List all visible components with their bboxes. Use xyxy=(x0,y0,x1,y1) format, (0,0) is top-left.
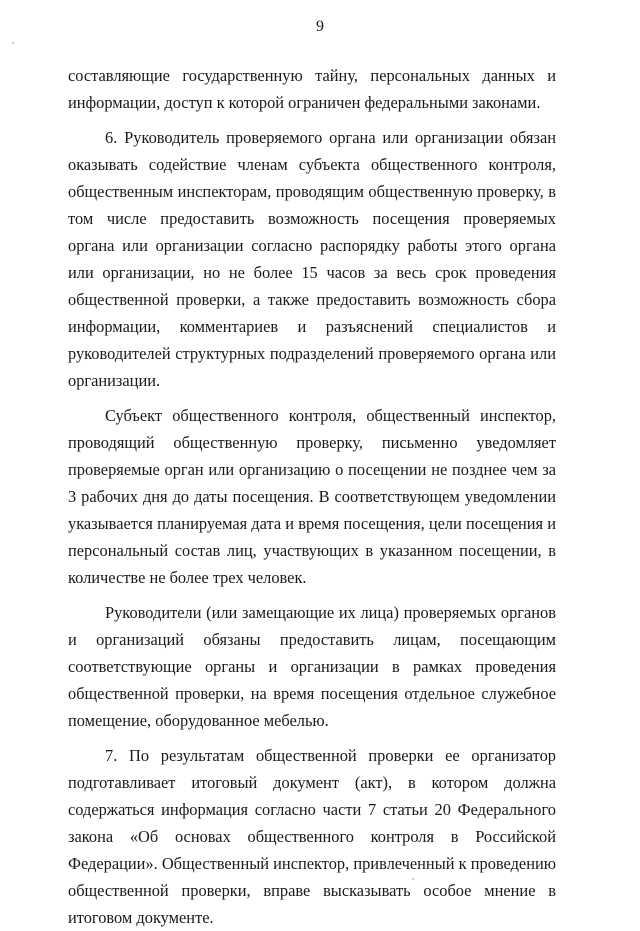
scan-speck xyxy=(412,878,414,880)
paragraph-notification: Субъект общественного контроля, общественный инспектор, проводящий общественную проверку, письменно уведомляет проверяемые орган или организацию о посещении не позднее чем за 3 рабочих дня до даты посещения. В соответствующем уведомлении указывается планируемая дата и время посещения, цели посещения и персональный состав лиц, участвующих в указанном посещении, в количестве не более трех человек. xyxy=(68,406,556,587)
paragraph-item-7: 7. По результатам общественной проверки ее организатор подготавливает итоговый документ (акт), в котором должна содержаться информация согласно части 7 статьи 20 Федерального закона «Об основах общественного контроля в Российской Федерации». Общественный инспектор, привлеченный к проведению общественной проверки, вправе высказывать особое мнение в итоговом документе. xyxy=(68,746,556,927)
paragraph-continuation: составляющие государственную тайну, персональных данных и информации, доступ к которой ограничен федеральными законами. xyxy=(68,66,556,112)
document-body xyxy=(68,62,556,931)
paragraph-item-6: 6. Руководитель проверяемого органа или организации обязан оказывать содействие членам субъекта общественного контроля, общественным инспекторам, проводящим общественную проверку, в том числе предоставить возможность посещения проверяемых органа или организации согласно распорядку работы этого органа или организации, но не более 15 часов за весь срок проведения общественной проверки, а также предоставить возможность сбора информации, комментариев и разъяснений специалистов и руководителей структурных подразделений проверяемого органа или организации. xyxy=(68,128,556,390)
scan-speck xyxy=(12,42,14,44)
page-number: 9 xyxy=(316,18,324,35)
paragraph-premises: Руководители (или замещающие их лица) проверяемых органов и организаций обязаны предоставить лицам, посещающим соответствующие органы и организации в рамках проведения общественной проверки, на время посещения отдельное служебное помещение, оборудованное мебелью. xyxy=(68,603,556,730)
